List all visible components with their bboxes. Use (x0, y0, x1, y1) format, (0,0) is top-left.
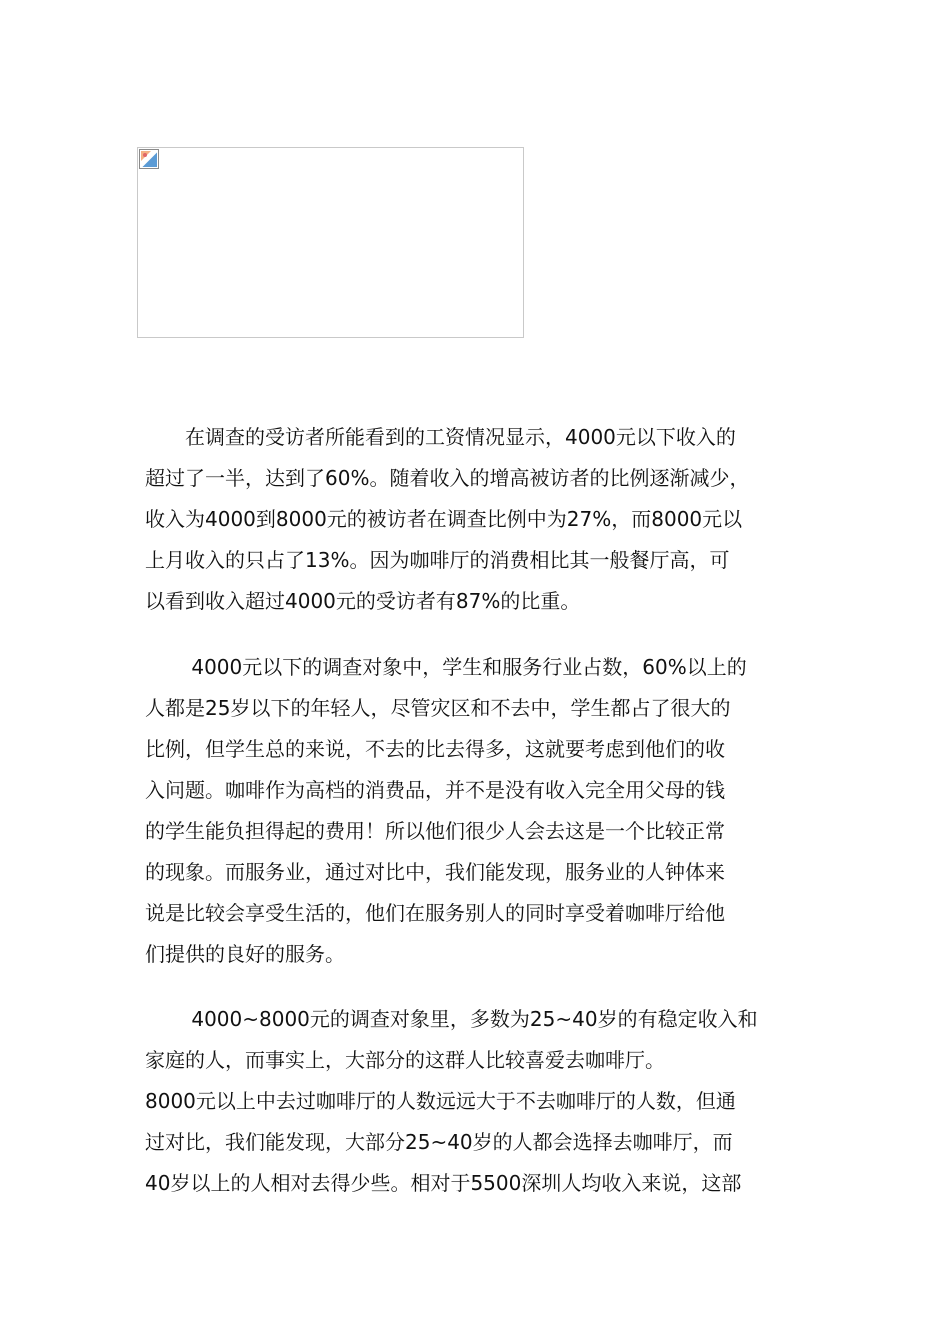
paragraph-gap (145, 975, 815, 999)
document-body (145, 417, 815, 1204)
text-line: 的学生能负担得起的费用！所以他们很少人会去这是一个比较正常 (145, 819, 725, 843)
text-line: 在调查的受访者所能看到的工资情况显示，4000元以下收入的 (145, 425, 736, 449)
text-line: 说是比较会享受生活的，他们在服务别人的同时享受着咖啡厅给他 (145, 901, 725, 925)
text-line: 4000~8000元的调查对象里，多数为25~40岁的有稳定收入和 (145, 1007, 758, 1031)
text-line: 家庭的人，而事实上，大部分的这群人比较喜爱去咖啡厅。 (145, 1048, 665, 1072)
text-line: 的现象。而服务业，通过对比中，我们能发现，服务业的人钟体来 (145, 860, 725, 884)
paragraph-gap (145, 622, 815, 647)
text-line: 比例，但学生总的来说，不去的比去得多，这就要考虑到他们的收 (145, 737, 725, 761)
text-line: 们提供的良好的服务。 (145, 942, 345, 966)
paragraph-under-4000 (145, 647, 815, 975)
text-line: 超过了一半，达到了60%。随着收入的增高被访者的比例逐渐减少， (145, 466, 750, 490)
text-line: 8000元以上中去过咖啡厅的人数远远大于不去咖啡厅的人数，但通 (145, 1089, 736, 1113)
text-line: 收入为4000到8000元的被访者在调查比例中为27%，而8000元以 (145, 507, 743, 531)
paragraph-income-overview (145, 417, 815, 622)
text-line: 人都是25岁以下的年轻人，尽管灾区和不去中，学生都占了很大的 (145, 696, 731, 720)
text-line: 40岁以上的人相对去得少些。相对于5500深圳人均收入来说，这部 (145, 1171, 742, 1195)
broken-image-icon (139, 149, 159, 169)
image-placeholder (137, 147, 524, 338)
paragraph-4000-8000 (145, 999, 815, 1204)
text-line: 入问题。咖啡作为高档的消费品，并不是没有收入完全用父母的钱 (145, 778, 725, 802)
text-line: 过对比，我们能发现，大部分25~40岁的人都会选择去咖啡厅，而 (145, 1130, 733, 1154)
text-line: 以看到收入超过4000元的受访者有87%的比重。 (145, 589, 581, 613)
text-line: 上月收入的只占了13%。因为咖啡厅的消费相比其一般餐厅高，可 (145, 548, 730, 572)
text-line: 4000元以下的调查对象中，学生和服务行业占数，60%以上的 (145, 655, 747, 679)
